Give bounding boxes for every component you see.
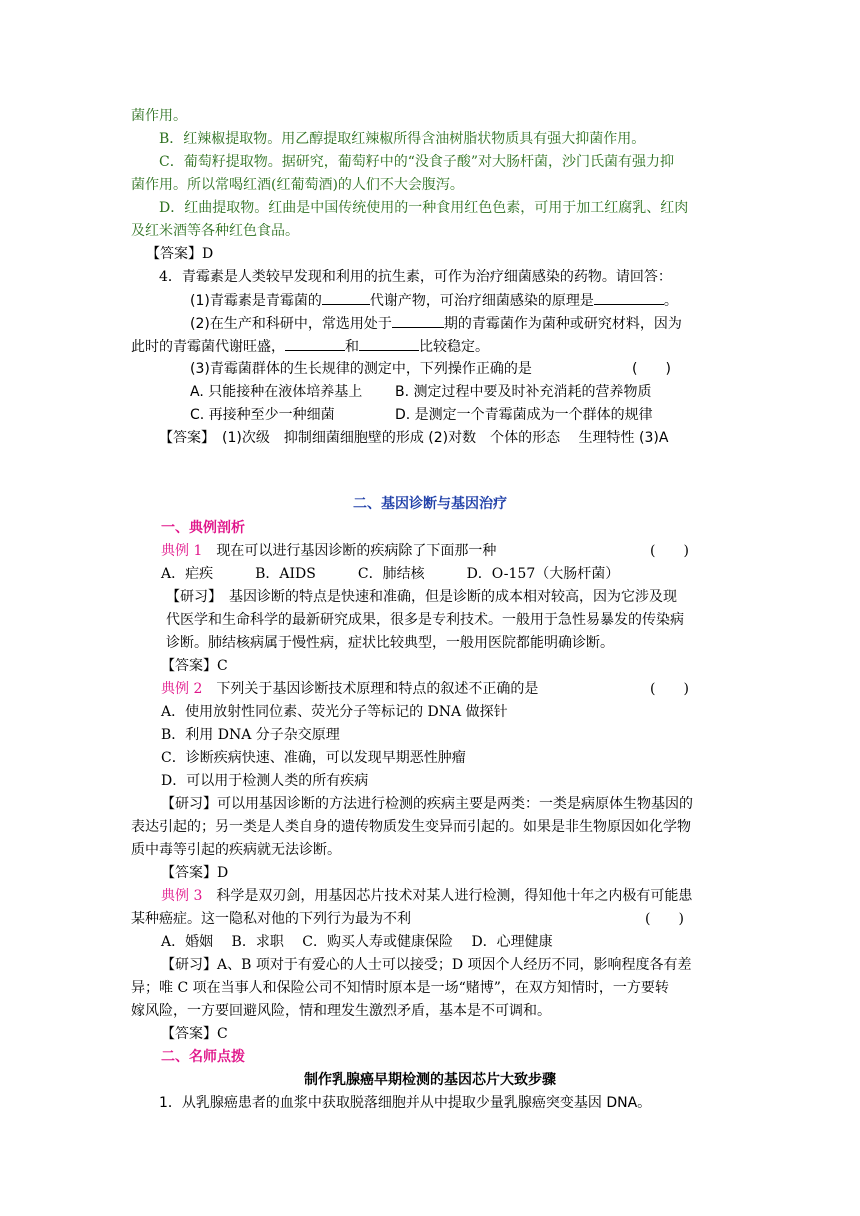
example-3-label: 典例 3 — [161, 888, 203, 904]
tips-title: 制作乳腺癌早期检测的基因芯片大致步骤 — [304, 1072, 556, 1088]
intro-answer: 【答案】D — [146, 246, 214, 262]
example-3-study-2: 异；唯 C 项在当事人和保险公司不知情时原本是一场“赌博”，在双方知情时，一方要转 — [131, 980, 669, 996]
example-3-study-3: 嫁风险，一方要回避风险，情和理发生激烈矛盾，基本是不可调和。 — [131, 1003, 551, 1019]
example-1-line — [161, 541, 496, 561]
intro-option-c: C．葡萄籽提取物。据研究，葡萄籽中的“没食子酸”对大肠杆菌，沙门氏菌有强力抑 — [159, 154, 675, 170]
example-2-option-b: B．利用 DNA 分子杂交原理 — [161, 727, 340, 743]
example-2-label: 典例 2 — [161, 681, 203, 697]
q4-blank-1 — [322, 290, 370, 305]
q4-part2: (2)在生产和科研中，常选用处于 期的青霉菌作为菌种或研究材料，因为 — [190, 313, 682, 334]
q4-part3-paren: ( ) — [632, 361, 671, 377]
intro-option-d: D．红曲提取物。红曲是中国传统使用的一种食用红色色素，可用于加工红腐乳、红肉 — [159, 200, 689, 216]
example-2-answer: 【答案】D — [161, 865, 229, 881]
example-1-stem: 现在可以进行基因诊断的疾病除了下面那一种 — [202, 543, 497, 559]
tips-step-1: 1．从乳腺癌患者的血浆中获取脱落细胞并从中提取少量乳腺癌突变基因 DNA。 — [159, 1095, 652, 1111]
example-2-option-c: C．诊断疾病快速、准确，可以发现早期恶性肿瘤 — [161, 750, 466, 766]
q4-blank-3 — [392, 313, 444, 328]
section-title: 二、基因诊断与基因治疗 — [353, 496, 507, 512]
intro-line-0: 菌作用。 — [131, 108, 187, 124]
example-1-study-3: 诊断。肺结核病属于慢性病，症状比较典型，一般用医院都能明确诊断。 — [166, 635, 614, 651]
q4-part3: (3)青霉菌群体的生长规律的测定中，下列操作正确的是 — [190, 361, 532, 377]
q4-blank-4 — [285, 336, 345, 351]
example-3-answer: 【答案】C — [161, 1026, 228, 1042]
example-1-answer: 【答案】C — [161, 658, 228, 674]
example-1-options: A．疟疾 B．AIDS C．肺结核 D．O-157（大肠杆菌） — [161, 566, 620, 582]
intro-line-5: 及红米酒等各种红色食品。 — [131, 223, 299, 239]
example-3-options: A．婚姻 B．求职 C．购买人寿或健康保险 D．心理健康 — [161, 934, 553, 950]
example-2-option-d: D．可以用于检测人类的所有疾病 — [161, 773, 369, 789]
example-1-paren: ( ) — [650, 543, 689, 559]
subsection-examples: 一、典例剖析 — [161, 520, 245, 536]
example-1-label: 典例 1 — [161, 543, 203, 559]
example-2-study-2: 表达引起的；另一类是人类自身的遗传物质发生变异而引起的。如果是非生物原因如化学物 — [131, 819, 691, 835]
q4-option-d: D. 是测定一个青霉菌成为一个群体的规律 — [395, 407, 653, 423]
example-2-study-1: 【研习】可以用基因诊断的方法进行检测的疾病主要是两类：一类是病原体生物基因的 — [161, 796, 693, 812]
example-3-stem-2: 某种癌症。这一隐私对他的下列行为最为不利 — [131, 911, 411, 927]
example-2-study-3: 质中毒等引起的疾病就无法诊断。 — [131, 842, 341, 858]
example-2-paren: ( ) — [650, 681, 689, 697]
example-3-paren: ( ) — [645, 911, 684, 927]
q4-stem: 4．青霉素是人类较早发现和利用的抗生素，可作为治疗细菌感染的药物。请回答： — [159, 269, 672, 285]
subsection-tips: 二、名师点拨 — [161, 1049, 245, 1065]
q4-option-c: C. 再接种至少一种细菌 — [190, 407, 335, 423]
q4-blank-5 — [359, 336, 419, 351]
q4-option-a: A. 只能接种在液体培养基上 — [190, 384, 363, 400]
example-2-line — [161, 679, 538, 699]
intro-line-3: 菌作用。所以常喝红酒(红葡萄酒)的人们不大会腹泻。 — [131, 177, 464, 193]
example-1-study-2: 代医学和生命科学的最新研究成果，很多是专利技术。一般用于急性易暴发的传染病 — [166, 612, 684, 628]
q4-part2-cont: 此时的青霉菌代谢旺盛， 和 比较稳定。 — [131, 336, 489, 357]
q4-option-b: B. 测定过程中要及时补充消耗的营养物质 — [395, 384, 652, 400]
example-3-study-1: 【研习】A、B 项对于有爱心的人士可以接受；D 项因个人经历不同，影响程度各有差 — [161, 957, 692, 973]
example-2-option-a: A．使用放射性同位素、荧光分子等标记的 DNA 做探针 — [161, 704, 508, 720]
q4-answer: 【答案】 (1)次级 抑制细菌细胞壁的形成 (2)对数 个体的形态 生理特性 (3)A — [159, 430, 669, 446]
q4-part1: (1)青霉素是青霉菌的 代谢产物，可治疗细菌感染的原理是 。 — [190, 290, 678, 311]
example-2-stem: 下列关于基因诊断技术原理和特点的叙述不正确的是 — [202, 681, 539, 697]
intro-option-b: B．红辣椒提取物。用乙醇提取红辣椒所得含油树脂状物质具有强大抑菌作用。 — [159, 131, 646, 147]
example-1-study-1: 【研习】 基因诊断的特点是快速和准确，但是诊断的成本相对较高，因为它涉及现 — [166, 589, 677, 605]
q4-blank-2 — [594, 290, 664, 305]
example-3-stem: 科学是双刃剑，用基因芯片技术对某人进行检测，得知他十年之内极有可能患 — [202, 888, 693, 904]
example-3-line — [161, 886, 692, 906]
